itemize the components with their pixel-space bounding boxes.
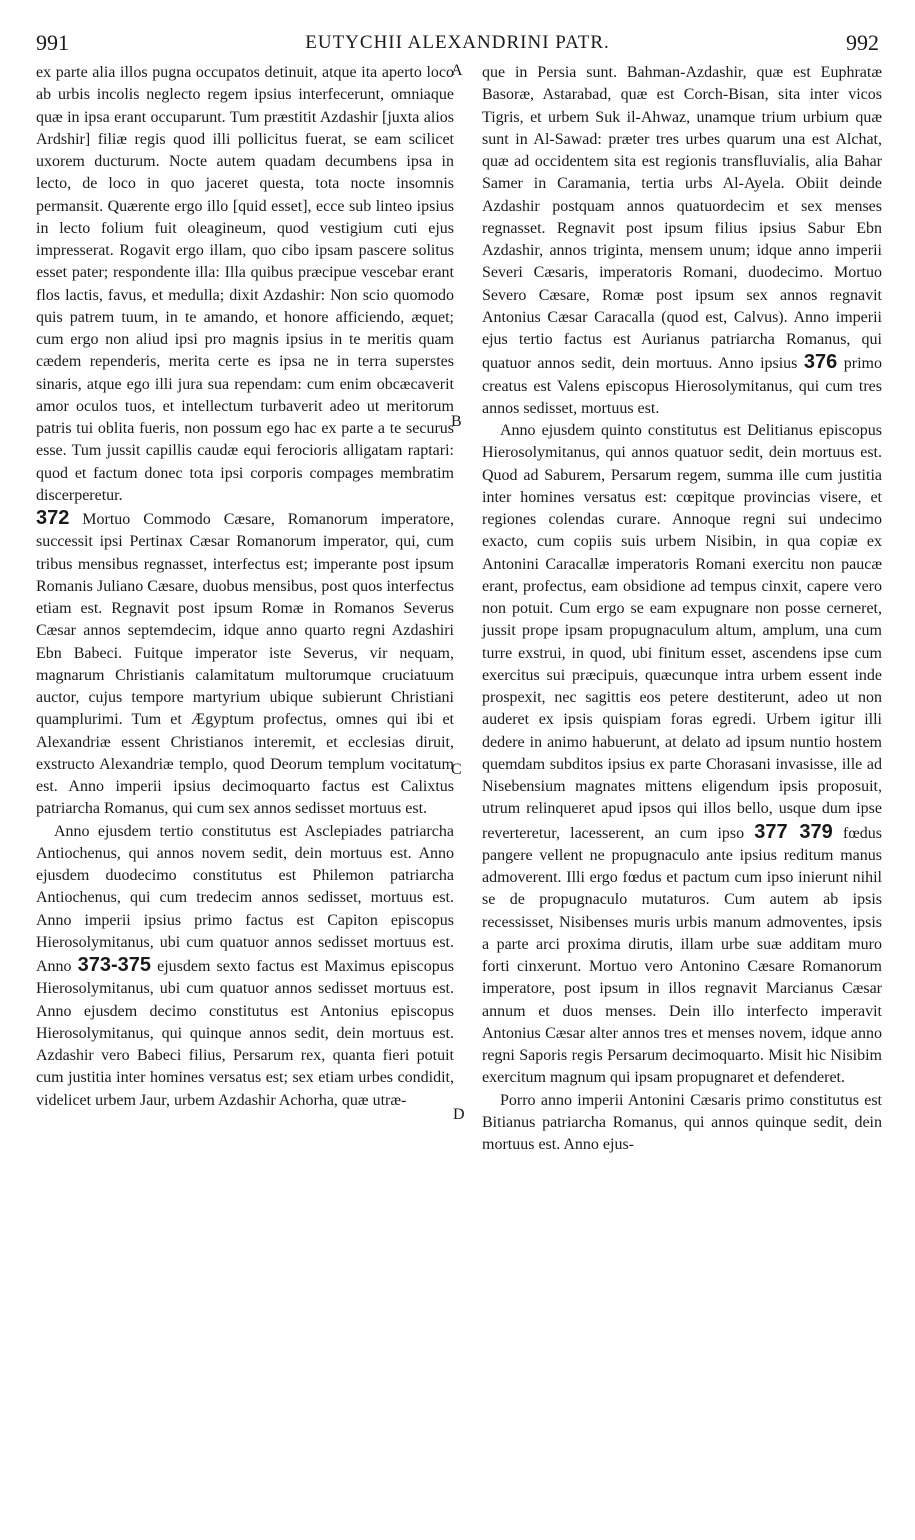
section-marker-c: C xyxy=(451,761,462,778)
paragraph-text: Porro anno imperii Antonini Cæsaris primo constitutus est Bitianus patriarcha Romanus, qui annos quinque sedit, dein mortuus est. Anno ejus- xyxy=(482,1091,882,1153)
paragraph-text: Anno ejusdem tertio constitutus est Asclepiades patriarcha Antiochenus, qui annos novem sedit, dein mortuus est. Anno ejusdem duodecimo constitutus est Philemon patriarcha Antiochenus, qui cum tredecim annos sedisset, mortuus est. Anno imperii ipsius primo factus est Capiton episcopus Hierosolymitanus, ubi cum quatuor annos sedisset mortuus est. Anno xyxy=(36,822,454,975)
paragraph-text: primo creatus est Valens episcopus Hierosolymitanus, qui cum tres annos sedisset, mortuus est. xyxy=(482,355,882,417)
paragraph-text: ex parte alia illos pugna occupatos detinuit, atque ita aperto loco ab urbis incolis neglecto regem ipsius interfecerunt, omniaque quæ in ipsa erant occuparunt. Tum præstitit Azdashir [juxta alios Ardshir] filiæ regis quod illi pollicitus fuerat, se eam scilicet uxorem ducturum. Nocte autem quadam decumbens ipsa in lecto, de loco in quo jaceret questa, tota nocte insomnis permansit. Quærente ergo illo [quid esset], ecce sub linteo ipsius in lecto folium fuit oleagineum, quod vestigium cuti ejus impresserat. Rogavit ergo illam, quo cibo ipsam pascere solitus esset pater; respondente illa: Illa quibus præcipue vescebar erant flos lactis, favus, et medulla; dixit Azdashir: Non scio quomodo quis patrem tuum, in te amando, et honore afficiendo, æquet; cum ergo non aliud ipsi pro magnis ipsius in te meritis quam cædem rependeris, merita certe es ipsa ne in terra superstes sinaris, atque ego illi jura sua rependam: cum enim obcæcaverit amor oculos tuos, et intellectum turbaverit adeo ut meritorum patris tui oblita fueris, non possum ego hac ex parte a te securus esse. Tum jussit capillis caudæ equi ferocioris alligatam raptari: quod et factum donec tota ipsi corporis compages membratim discerperetur. xyxy=(36,64,454,504)
paragraph xyxy=(482,62,882,420)
right-column xyxy=(482,62,882,1156)
section-number: 373-375 xyxy=(77,954,152,976)
running-header xyxy=(36,30,879,64)
paragraph xyxy=(36,821,454,1112)
section-marker-d: D xyxy=(453,1106,465,1123)
section-number: 372 xyxy=(36,507,70,529)
left-column xyxy=(36,62,454,1112)
paragraph-text: ejusdem sexto factus est Maximus episcopus Hierosolymitanus, ubi cum quatuor annos sedisset mortuus est. Anno ejusdem decimo constitutus est Antonius episcopus Hierosolymitanus, qui quinque annos sedit, dein mortuus est. Azdashir vero Babeci filius, Persarum rex, quanta fieri potuit cum justitia inter homines versatus est; sex etiam urbes condidit, videlicet urbem Jaur, urbem Azdashir Achorha, quæ utræ- xyxy=(36,958,454,1109)
paragraph-text: que in Persia sunt. Bahman-Azdashir, quæ est Euphratæ Basoræ, Astarabad, quæ est Corch-Bisan, sita inter vicos Tigris, et urbem Suk il-Ahwaz, unamque trium urbium quæ sunt in Al-Sawad: præter tres urbes quarum una est Alchat, quæ ad occidentem sita est regionis transfluvialis, alia Bahar Samer in Caramania, tertia urbs Al-Ayela. Obiit deinde Azdashir postquam annos quatuordecim et sex menses regnasset. Regnavit post ipsum filius ipsius Sabur Ebn Azdashir, annos triginta, mensem unum; idque anno imperii Severi Cæsaris, imperatoris Romani, duodecimo. Mortuo Severo Cæsare, Romæ post ipsum sex annos regnavit Antonius Cæsar Caracalla (quod est, Calvus). Anno imperii ejus tertio factus est Aurianus patriarcha Romanus, qui quatuor annos sedit, dein mortuus. Anno ipsius xyxy=(482,64,882,373)
section-marker-a: A xyxy=(451,62,463,79)
paragraph xyxy=(482,1090,882,1157)
paragraph-text: fœdus pangere vellent ne propugnaculo ante ipsius reditum manus admoverent. Illi ergo fœdus et pactum cum ipso inierunt nihil se de propugnaculo mutaturos. Cum autem ab ipsis recessisset, Nisibenses muris urbis manum admoventes, ipsis a parte arci proxima dirutis, illam urbe suæ additam muro forti cinxerunt. Mortuo vero Antonino Cæsare Romanorum imperatore, post ipsum in illos regnavit Marcianus Cæsar annum et duos menses. Dein illo interfecto imperavit Antonius Cæsar alter annos tres et menses novem, idque anno regni Saporis regis Persarum decimoquarto. Misit hic Nisibim exercitum magnum qui ipsam propugnaret et defenderet. xyxy=(482,824,883,1087)
page-number-right: 992 xyxy=(846,30,879,55)
section-marker-b: B xyxy=(451,413,462,430)
paragraph xyxy=(482,420,882,1090)
page-number-left: 991 xyxy=(36,30,69,55)
paragraph-text: Anno ejusdem quinto constitutus est Delitianus episcopus Hierosolymitanus, qui annos quatuor sedit, dein mortuus est. Quod ad Saburem, Persarum regem, summa ille cum justitia inter homines versatus est: cœpitque provincias visere, et regiones colendas curare. Annoque regni sui undecimo exacto, cum copiis suis urbem Nisibin, in qua copiæ ex Antonini Caracallæ imperatoris Romani exercitu non paucæ erant, profectus, eam obsidione ad tempus cinxit, capere vero non potuit. Cum ergo se eam expugnare non posse cerneret, jussit prope ipsam propugnaculum altum, amplum, una cum turre exstrui, in quod, ubi finitum esset, ascendens ipse cum exercitus sui præcipuis, quæcunque intra urbem essent inde prospexit, nec sagittis eos petere destiterunt, adeo ut non auderet ex ipsis quispiam foras egredi. Urbem igitur illi dedere in animo habuerunt, at delato ad ipsum nuntio hostem quemdam subditos ipsius ex parte Chorasani invasisse, ille ad Nisebensium magnates mittens eligendum ipsis proposuit, utrum relinqueret apud ipsos qui illos bello, usque dum ipse reverteretur, lacesserent, an cum ipso xyxy=(482,422,882,842)
paragraph-text: Mortuo Commodo Cæsare, Romanorum imperatore, successit ipsi Pertinax Cæsar Romanorum imperator, qui, cum tribus mensibus regnasset, interfectus est; imperante post ipsum Romanis Juliano Cæsare, duobus mensibus, post quos interfectus etiam est. Regnavit post ipsum Romæ in Romanos Severus Cæsar annos septemdecim, idque anno quarto regni Azdashiri Ebn Babeci. Fuitque imperator iste Severus, vir nequam, magnarum Christianis calamitatum multorumque cruciatuum auctor, cujus tempore martyrium ubique subierunt Christiani quamplurimi. Tum et Ægyptum profectus, omnes qui ibi et Alexandriæ essent Christianos interemit, et ecclesias diruit, exstructo Alexandriæ templo, quod Deorum templum vocitatum est. Anno imperii ipsius decimoquarto factus est Calixtus patriarcha Romanus, qui cum sex annos sedisset mortuus est. xyxy=(36,511,454,818)
running-title: EUTYCHII ALEXANDRINI PATR. xyxy=(305,32,610,53)
paragraph xyxy=(36,62,454,507)
section-number: 377 379 xyxy=(754,820,833,843)
section-number: 376 xyxy=(803,351,838,374)
paragraph xyxy=(36,507,454,821)
